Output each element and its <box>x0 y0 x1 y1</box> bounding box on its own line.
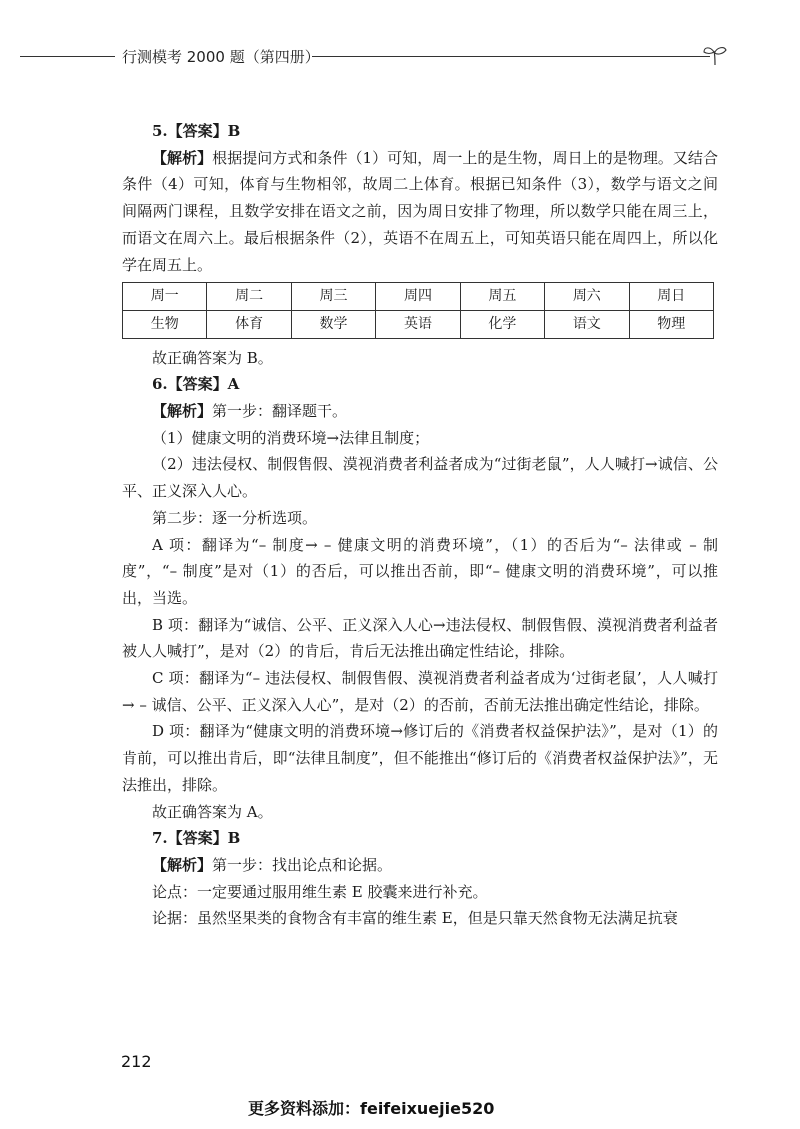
q6-answer: 6.【答案】A <box>152 375 240 394</box>
q6-condition-2: （2）违法侵权、制假售假、漠视消费者利益者成为“过街老鼠”，人人喊打→诚信、公平、正义深入人心。 <box>122 455 718 501</box>
sprout-icon <box>702 44 728 66</box>
q6-step1-text: 第一步：翻译题干。 <box>212 402 348 421</box>
table-cell: 化学 <box>460 310 544 338</box>
footer-note: 更多资料添加：feifeixuejie520 <box>248 1099 495 1118</box>
header-title: 行测模考 2000 题（第四册） <box>122 48 320 66</box>
table-cell: 体育 <box>207 310 291 338</box>
page-content <box>122 118 718 932</box>
table-cell: 英语 <box>376 310 460 338</box>
table-row <box>123 310 714 338</box>
table-cell: 周一 <box>123 283 207 311</box>
analysis-label: 【解析】 <box>152 148 213 167</box>
page-number: 212 <box>121 1052 152 1071</box>
header-rule-right <box>312 56 710 57</box>
q7-step1-text: 第一步：找出论点和论据。 <box>212 855 393 874</box>
table-cell: 语文 <box>545 310 629 338</box>
table-cell: 周六 <box>545 283 629 311</box>
q5-conclusion: 故正确答案为 B。 <box>152 348 273 367</box>
q5-analysis <box>122 145 718 279</box>
q6-option-d: D 项：翻译为“健康文明的消费环境→修订后的《消费者权益保护法》”，是对（1）的肯前，可以推出肯后，即“法律且制度”，但不能推出“修订后的《消费者权益保护法》”，无法推出，排除。 <box>122 722 718 794</box>
table-cell: 数学 <box>291 310 375 338</box>
table-cell: 周三 <box>291 283 375 311</box>
q7-evidence: 论据：虽然坚果类的食物含有丰富的维生素 E，但是只靠天然食物无法满足抗衰 <box>152 909 678 928</box>
q7-answer: 7.【答案】B <box>152 829 241 848</box>
schedule-table <box>122 282 714 338</box>
header-rule-left <box>20 56 115 57</box>
q6-step2: 第二步：逐一分析选项。 <box>152 508 318 527</box>
q6-option-a: A 项：翻译为“– 制度→ – 健康文明的消费环境”，（1）的否后为“– 法律或 – 制度”，“– 制度”是对（1）的否后，可以推出否前，即“– 健康文明的消费环境”，可以推出，当选。 <box>122 535 718 607</box>
q7-step1 <box>122 852 718 879</box>
table-row <box>123 283 714 311</box>
q6-conclusion: 故正确答案为 A。 <box>152 802 273 821</box>
table-cell: 生物 <box>123 310 207 338</box>
q7-thesis: 论点：一定要通过服用维生素 E 胶囊来进行补充。 <box>152 882 488 901</box>
q6-option-c: C 项：翻译为“– 违法侵权、制假售假、漠视消费者利益者成为‘过街老鼠’，人人喊打→ – 诚信、公平、正义深入人心”，是对（2）的否前，否前无法推出确定性结论，排除。 <box>122 669 718 714</box>
table-cell: 周日 <box>629 283 713 311</box>
analysis-label: 【解析】 <box>152 855 213 874</box>
running-header <box>20 44 720 68</box>
table-cell: 周二 <box>207 283 291 311</box>
q6-step1 <box>122 398 718 425</box>
q6-option-b: B 项：翻译为“诚信、公平、正义深入人心→违法侵权、制假售假、漠视消费者利益者被人人喊打”，是对（2）的肯后，肯后无法推出确定性结论，排除。 <box>122 615 718 661</box>
q5-answer: 5.【答案】B <box>152 122 241 140</box>
table-cell: 周五 <box>460 283 544 311</box>
q6-condition-1: （1）健康文明的消费环境→法律且制度； <box>152 428 430 447</box>
q5-analysis-text: 根据提问方式和条件（1）可知，周一上的是生物，周日上的是物理。又结合条件（4）可知，体育与生物相邻，故周二上体育。根据已知条件（3），数学与语文之间间隔两门课程，且数学安排在语文之前，因为周日安排了物理，所以数学只能在周三上，而语文在周六上。最后根据条件（2），英语不在周五上，可知英语只能在周四上，所以化学在周五上。 <box>122 148 718 274</box>
analysis-label: 【解析】 <box>152 402 213 421</box>
table-cell: 周四 <box>376 283 460 311</box>
table-cell: 物理 <box>629 310 713 338</box>
